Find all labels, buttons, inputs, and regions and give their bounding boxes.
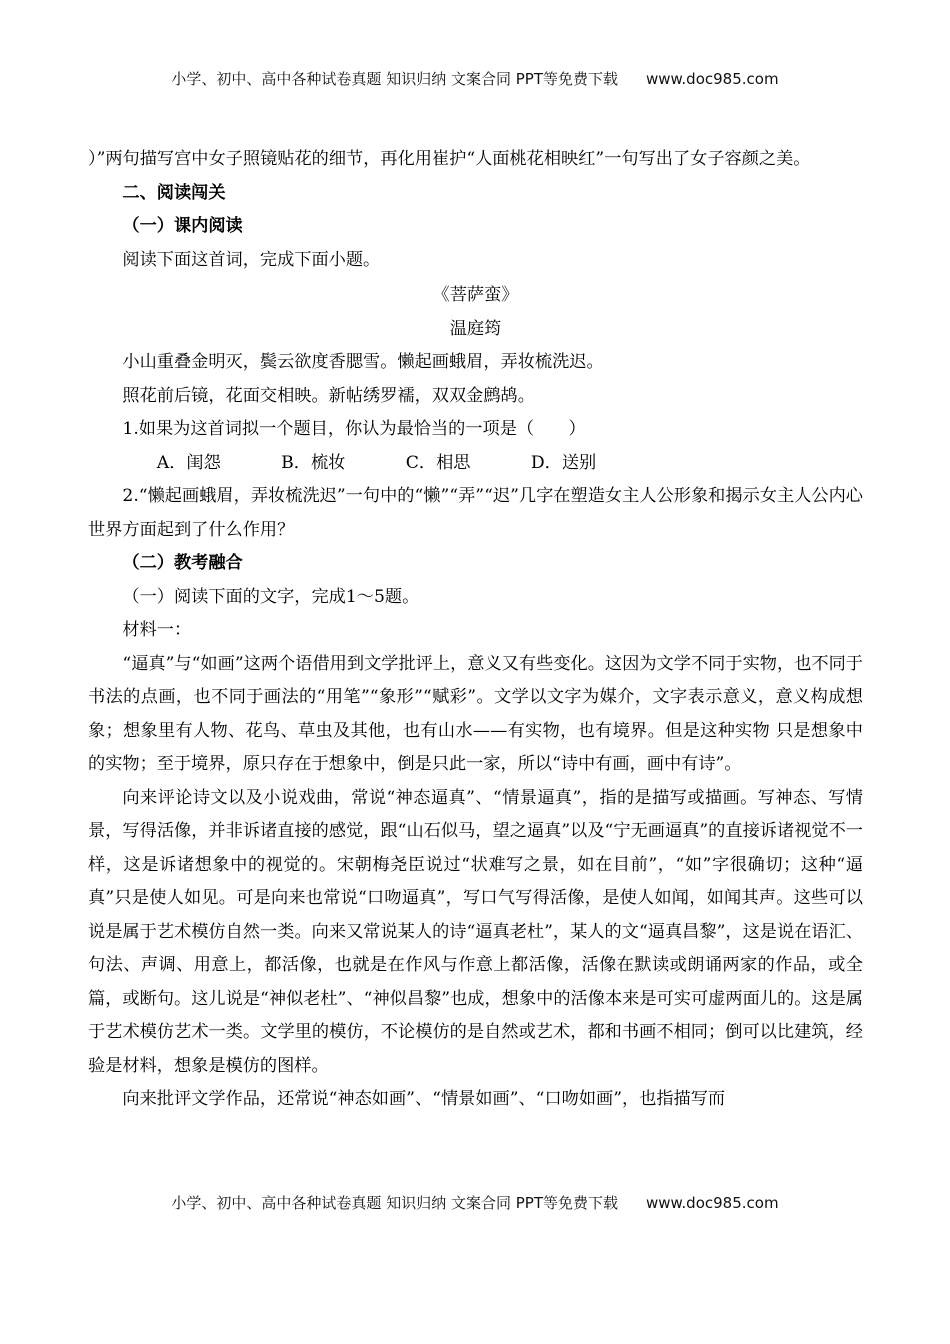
passage-instruction: （一）阅读下面的文字，完成1～5题。 — [122, 586, 420, 607]
intro-continuation: ）”两句描写宫中女子照镜贴花的细节，再化用崔护“人面桃花相映红”一句写出了女子容颜之美。 — [88, 149, 811, 169]
option-b: B．梳妆 — [281, 452, 346, 473]
paragraph-3: 向来批评文学作品，还常说“神态如画”、“情景如画”、“口吻如画”，也指描写而 — [122, 1089, 726, 1109]
question-1-options — [88, 447, 863, 481]
footer-site-link[interactable]: www.doc985.com — [645, 1194, 779, 1212]
poem-line-1: 小山重叠金明灭，鬓云欲度香腮雪。懒起画蛾眉，弄妆梳洗迟。 — [122, 352, 604, 372]
footer-text: 小学、初中、高中各种试卷真题 知识归纳 文案合同 PPT等免费下载 — [171, 1194, 618, 1212]
poem-author: 温庭筠 — [449, 318, 502, 339]
section-heading-two: 二、阅读闯关 — [122, 182, 226, 203]
page-header — [0, 68, 950, 89]
document-body — [88, 143, 863, 1117]
header-site-link[interactable]: www.doc985.com — [645, 70, 779, 88]
reading-instruction: 阅读下面这首词，完成下面小题。 — [122, 249, 381, 270]
question-1: 1.如果为这首词拟一个题目，你认为最恰当的一项是（ ） — [122, 419, 586, 439]
option-a: A．闺怨 — [156, 452, 221, 473]
material-label: 材料一： — [122, 620, 192, 640]
poem-title: 《菩萨蛮》 — [432, 285, 519, 305]
option-d: D．送别 — [530, 452, 597, 473]
paragraph-1: “逼真”与“如画”这两个语借用到文学批评上，意义又有些变化。这因为文学不同于实物，也不同于书法的点画，也不同于画法的“用笔”“象形”“赋彩”。文学以文字为媒介，文字表示意义，意义构成想象；想象里有人物、花鸟、草虫及其他，也有山水——有实物，也有境界。但是这种实物 只是想象中的实物；至于境界，原只存在于想象中，倒是只此一家，所以“诗中有画，画中有诗”。 — [88, 653, 863, 774]
paragraph-2: 向来评论诗文以及小说戏曲，常说“神态逼真”、“情景逼真”，指的是描写或描画。写神态、写情景，写得活像，并非诉诸直接的感觉，跟“山石似马，望之逼真”以及“宁无画逼真”的直接诉诸视觉不一样，这是诉诸想象中的视觉的。宋朝梅尧臣说过“状难写之景，如在目前”，“如”字很确切；这种“逼真”只是使人如见。可是向来也常说“口吻逼真”，写口气写得活像，是使人如闻，如闻其声。这些可以说是属于艺术模仿自然一类。向来又常说某人的诗“逼真老杜”，某人的文“逼真昌黎”，这是说在语汇、句法、声调、用意上，都活像，也就是在作风与作意上都活像，活像在默读或朗诵两家的作品，或全篇，或断句。这儿说是“神似老杜”、“神似昌黎”也成，想象中的活像本来是可实可虚两面儿的。这是属于艺术模仿艺术一类。文学里的模仿，不论模仿的是自然或艺术，都和书画不相同；倒可以比建筑，经验是材料，想象是模仿的图样。 — [88, 787, 863, 1076]
poem-line-2: 照花前后镜，花面交相映。新帖绣罗襦，双双金鹧鸪。 — [122, 385, 535, 406]
question-2: 2.“懒起画蛾眉，弄妆梳洗迟”一句中的“懒”“弄”“迟”几字在塑造女主人公形象和揭示女主人公内心世界方面起到了什么作用？ — [88, 486, 863, 540]
page-footer — [0, 1192, 950, 1213]
subsection-heading-in-class-reading: （一）课内阅读 — [122, 216, 243, 236]
subsection-heading-teaching-exam: （二）教考融合 — [122, 553, 243, 573]
option-c: C．相思 — [405, 452, 471, 473]
header-text: 小学、初中、高中各种试卷真题 知识归纳 文案合同 PPT等免费下载 — [171, 70, 618, 88]
